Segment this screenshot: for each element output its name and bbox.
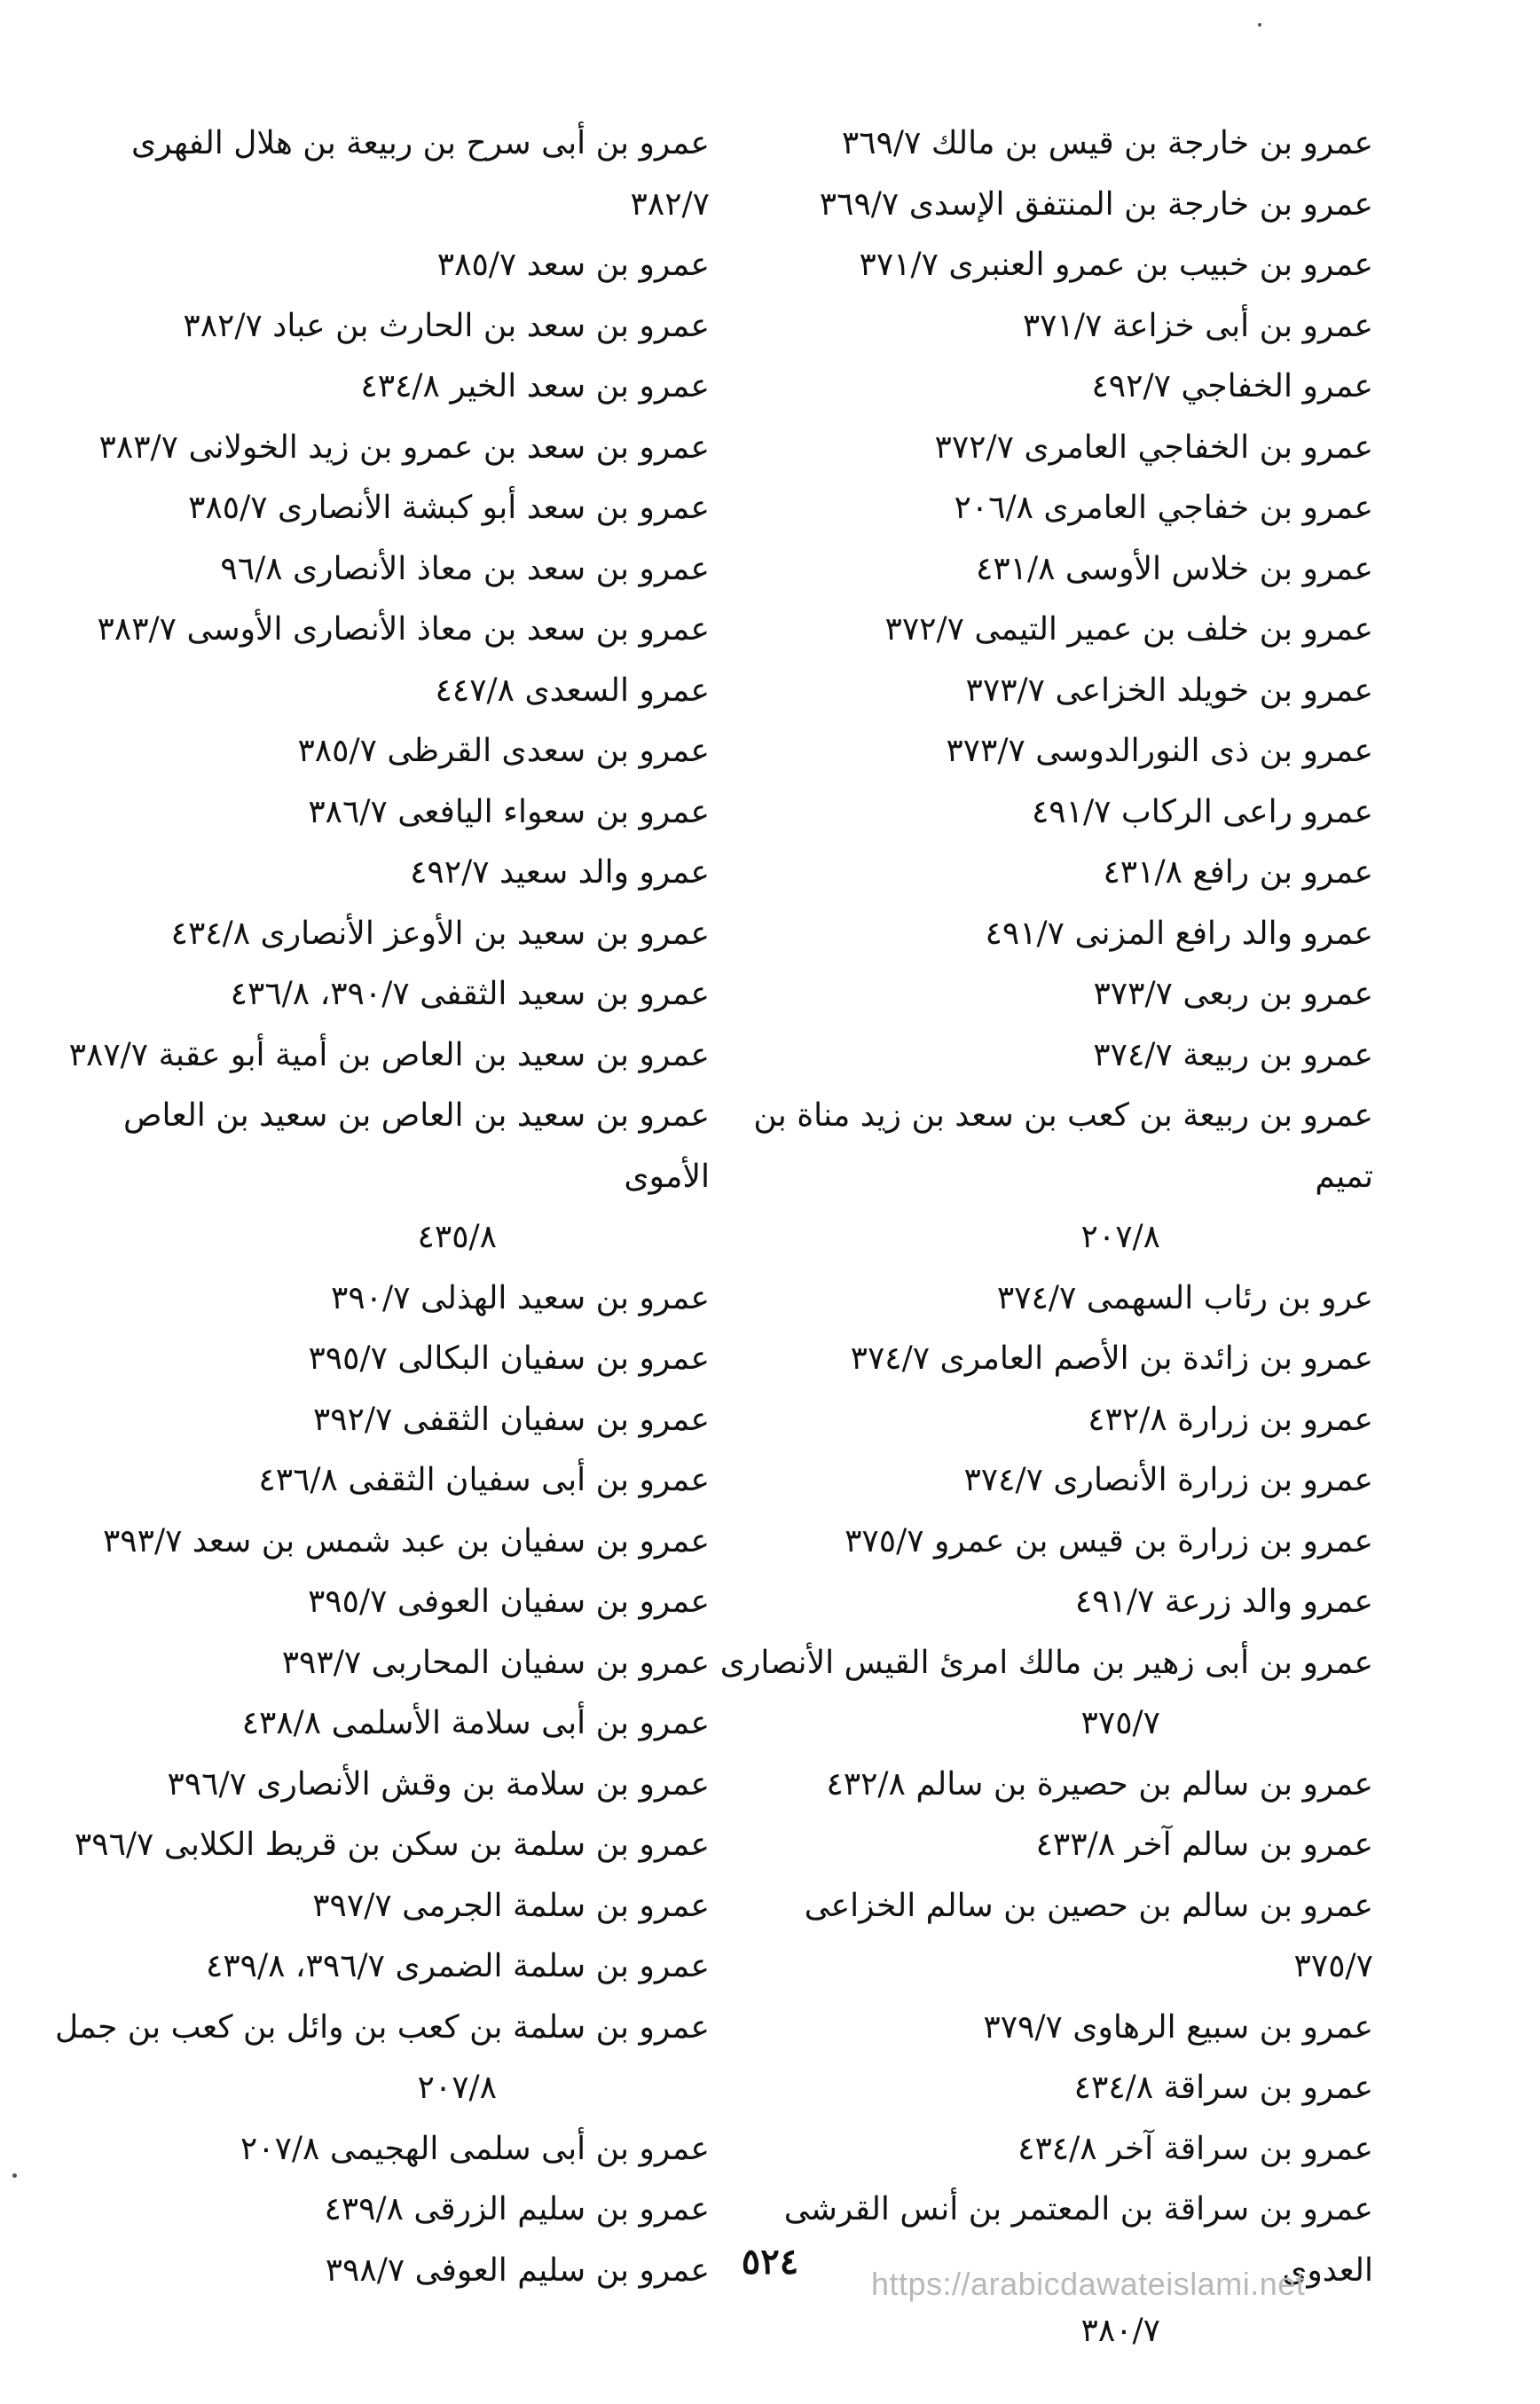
index-entry-text: عمرو بن أبى سلمى الهجيمى ٢٠٧/٨ (240, 2130, 710, 2167)
index-entry-text: عمرو بن سلمة الجرمى ٣٩٧/٧ (312, 1887, 710, 1924)
index-entry (717, 1390, 1373, 1451)
index-entry (717, 1572, 1373, 1633)
index-entry-text: عمرو بن زرارة بن قيس بن عمرو ٣٧٥/٧ (845, 1522, 1373, 1559)
index-entry-text: عمرو بن سليم الزرقى ٤٣٩/٨ (324, 2191, 710, 2227)
index-entry-page-ref: ٢٠٧/٨ (1080, 1219, 1160, 1255)
index-entry-text: عمرو بن سليم العوفى ٣٩٨/٧ (325, 2251, 710, 2289)
index-entry-text: عمرو بن الخفاجي العامرى ٣٧٢/٧ (934, 428, 1373, 466)
index-entry (717, 1512, 1373, 1573)
index-entry (53, 1572, 710, 1633)
index-entry (717, 1450, 1373, 1512)
index-entry-text: عمرو بن سفيان الثقفى ٣٩٢/٧ (312, 1401, 710, 1438)
index-entry-text: عمرو بن خويلد الخزاعى ٣٧٣/٧ (965, 672, 1373, 709)
index-entry (717, 296, 1373, 357)
index-entry-text: عمرو بن زرارة ٤٣٢/٨ (1088, 1401, 1373, 1438)
index-entry-text: عمرو بن سعيد الهذلى ٣٩٠/٧ (331, 1279, 710, 1316)
index-entry (717, 478, 1373, 539)
index-entry-text: عمرو بن سلامة بن وقش الأنصارى ٣٩٦/٧ (167, 1765, 710, 1803)
index-entry (53, 418, 710, 479)
index-entry (53, 964, 710, 1025)
index-entry-text: عمرو الخفاجي ٤٩٢/٧ (1091, 368, 1373, 405)
index-entry-page-ref: ٣٨٠/٧ (1080, 2313, 1160, 2349)
index-entry-text: عمرو بن سراقة آخر ٤٣٤/٨ (1018, 2130, 1373, 2167)
index-entry-page-ref: ٣٧٥/٧ (1080, 1705, 1160, 1741)
index-entry-text: عمرو بن سفيان المحاربى ٣٩٣/٧ (281, 1644, 710, 1681)
index-entry-text: عمرو بن سالم آخر ٤٣٣/٨ (1035, 1827, 1373, 1863)
index-entry-text: عمرو بن سعد ٣٨٥/٧ (436, 247, 710, 283)
index-entry (717, 1755, 1373, 1816)
index-entry (53, 661, 710, 722)
index-entry-text: عمرو بن سلمة الضمرى ٣٩٦/٧، ٤٣٩/٨ (205, 1948, 710, 1984)
page-number: ٥٢٤ (741, 2241, 799, 2282)
index-entry-text: عمرو بن ربيعة ٣٧٤/٧ (1093, 1036, 1373, 1073)
index-entry-text: عمرو بن أبى خزاعة ٣٧١/٧ (1022, 307, 1373, 344)
index-entry (717, 1998, 1373, 2059)
index-entry-text: عمرو والد زرعة ٤٩١/٧ (1074, 1583, 1373, 1620)
index-entry-text: عمرو بن سعد بن الحارث بن عباد ٣٨٢/٧ (183, 307, 710, 344)
index-entry-text: عمرو بن أبى سلامة الأسلمى ٤٣٨/٨ (241, 1705, 710, 1741)
index-entry-text: عمرو بن زائدة بن الأصم العامرى ٣٧٤/٧ (850, 1340, 1373, 1377)
index-entry-text: عمرو بن خارجة بن المنتفق الإسدى ٣٦٩/٧ (819, 185, 1373, 223)
index-entry (53, 1876, 710, 1937)
index-entry (717, 1086, 1373, 1269)
index-entry-text: عمرو بن سعيد بن الأوعز الأنصارى ٤٣٤/٨ (170, 915, 710, 952)
index-entry (53, 1390, 710, 1451)
scan-speck (1258, 23, 1261, 27)
index-entry (53, 904, 710, 965)
index-entry (53, 1450, 710, 1512)
index-entry-text: عمرو بن سفيان بن عبد شمس بن سعد ٣٩٣/٧ (102, 1522, 710, 1559)
index-entry (53, 1329, 710, 1390)
index-entry-text: عمرو بن أبى سرح بن ربيعة بن هلال الفهرى ٣٨٢/٧ (130, 125, 710, 223)
index-entry-text: عمرو بن سعد بن معاذ الأنصارى الأوسى ٣٨٣/٧ (97, 611, 710, 648)
index-entry (53, 478, 710, 539)
index-entry (53, 1269, 710, 1330)
index-entry (717, 1633, 1373, 1755)
index-entry (53, 357, 710, 418)
index-entry (53, 1633, 710, 1694)
index-entry (53, 114, 710, 235)
index-entry-text: عمرو بن سبيع الرهاوى ٣٧٩/٧ (983, 2008, 1373, 2046)
index-entry-text: عمرو بن خلاس الأوسى ٤٣١/٨ (976, 550, 1373, 587)
index-entry-text: عمرو بن سراقة بن المعتمر بن أنس القرشى العدوى (783, 2191, 1373, 2289)
index-entry (717, 235, 1373, 296)
index-entry-text: عمرو بن أبى زهير بن مالك امرئ القيس الأنصارى (719, 1644, 1373, 1681)
index-entry-text: عمرو بن ربعى ٣٧٣/٧ (1093, 976, 1373, 1012)
index-entry-text: عمرو بن خلف بن عمير التيمى ٣٧٢/٧ (884, 611, 1373, 648)
index-column-left (53, 114, 710, 2301)
index-entry (53, 1086, 710, 1269)
index-entry (53, 600, 710, 661)
index-column-right (717, 114, 1373, 2362)
index-entry (717, 418, 1373, 479)
index-entry-text: عمرو بن زرارة الأنصارى ٣٧٤/٧ (963, 1462, 1373, 1498)
index-entry (717, 843, 1373, 904)
index-entry (717, 1815, 1373, 1876)
index-entry (717, 964, 1373, 1025)
index-entry (53, 843, 710, 904)
index-entry (717, 539, 1373, 601)
index-entry-text: عمرو بن رافع ٤٣١/٨ (1103, 854, 1373, 891)
index-entry (53, 782, 710, 844)
index-entry-text: عمرو بن خفاجي العامرى ٢٠٦/٨ (954, 490, 1373, 526)
index-entry-text: عمرو بن سعد أبو كبشة الأنصارى ٣٨٥/٧ (188, 490, 710, 526)
index-entry (717, 1269, 1373, 1330)
index-entry (53, 296, 710, 357)
index-entry (717, 600, 1373, 661)
index-entry (53, 1998, 710, 2119)
index-entry (717, 721, 1373, 782)
index-entry-page-ref: ٢٠٧/٨ (417, 2070, 497, 2106)
index-entry (717, 904, 1373, 965)
index-entry-text: عمرو بن سعد الخير ٤٣٤/٨ (360, 368, 710, 405)
index-entry (53, 1512, 710, 1573)
index-entry (717, 1025, 1373, 1087)
index-entry (717, 357, 1373, 418)
index-entry-text: عمرو بن سلمة بن سكن بن قريط الكلابى ٣٩٦/٧ (74, 1827, 710, 1863)
index-entry (53, 1025, 710, 1087)
index-entry (717, 2058, 1373, 2119)
index-entry (717, 1329, 1373, 1390)
index-entry-text: عمرو بن سعيد بن العاص بن أمية أبو عقبة ٣٨٧/٧ (68, 1036, 710, 1073)
scan-speck (12, 2173, 17, 2178)
index-entry-text: عمرو بن سفيان العوفى ٣٩٥/٧ (307, 1583, 710, 1620)
index-entry (53, 721, 710, 782)
index-entry (717, 661, 1373, 722)
index-entry-text: عمرو بن سعواء اليافعى ٣٨٦/٧ (308, 793, 710, 830)
index-entry (717, 2119, 1373, 2180)
index-entry (717, 114, 1373, 175)
index-entry (717, 782, 1373, 844)
index-entry-text: عمرو والد سعيد ٤٩٢/٧ (410, 854, 710, 891)
index-entry-text: عمرو بن سعيد بن العاص بن سعيد بن العاص الأموى (122, 1097, 710, 1195)
index-entry-text: عمرو راعى الركاب ٤٩١/٧ (1031, 793, 1373, 830)
index-entry-text: عمرو بن سلمة بن كعب بن وائل بن كعب بن جمل (55, 2008, 710, 2046)
index-entry-text: عمرو بن سالم بن حصين بن سالم الخزاعى ٣٧٥/٧ (804, 1887, 1373, 1984)
index-entry (717, 1876, 1373, 1998)
index-entry (53, 1815, 710, 1876)
index-entry (53, 1693, 710, 1755)
index-entry-text: عمرو بن ذى النورالدوسى ٣٧٣/٧ (946, 733, 1373, 769)
index-entry-text: عمرو بن خبيب بن عمرو العنبرى ٣٧١/٧ (859, 247, 1373, 283)
index-entry-text: عمرو بن أبى سفيان الثقفى ٤٣٦/٨ (258, 1462, 710, 1498)
index-entry-text: عمرو بن سعدى القرظى ٣٨٥/٧ (297, 733, 710, 769)
index-entry (717, 175, 1373, 236)
index-entry-text: عمرو بن سعد بن عمرو بن زيد الخولانى ٣٨٣/٧ (98, 428, 710, 466)
index-entry-text: عمرو بن سعيد الثقفى ٣٩٠/٧، ٤٣٦/٨ (230, 976, 710, 1012)
index-entry (53, 1937, 710, 1998)
index-entry-text: عرو بن رئاب السهمى ٣٧٤/٧ (996, 1279, 1373, 1316)
index-entry-text: عمرو السعدى ٤٤٧/٨ (435, 672, 710, 709)
index-entry-text: عمرو بن سعد بن معاذ الأنصارى ٩٦/٨ (220, 550, 710, 587)
index-entry (53, 235, 710, 296)
index-entry (53, 539, 710, 601)
watermark-url: https://arabicdawateislami.net (871, 2266, 1306, 2302)
index-entry-text: عمرو والد رافع المزنى ٤٩١/٧ (985, 915, 1373, 952)
index-entry-text: عمرو بن خارجة بن قيس بن مالك ٣٦٩/٧ (841, 125, 1373, 161)
index-entry (53, 2119, 710, 2180)
index-entry (53, 2180, 710, 2241)
index-entry-text: عمرو بن سفيان البكالى ٣٩٥/٧ (308, 1340, 710, 1377)
index-entry (53, 1755, 710, 1816)
index-entry-page-ref: ٤٣٥/٨ (417, 1219, 497, 1255)
index-entry-text: عمرو بن ربيعة بن كعب بن سعد بن زيد مناة بن تميم (753, 1097, 1373, 1195)
index-entry-text: عمرو بن سراقة ٤٣٤/٨ (1073, 2070, 1373, 2106)
index-entry-text: عمرو بن سالم بن حصيرة بن سالم ٤٣٢/٨ (826, 1765, 1373, 1803)
